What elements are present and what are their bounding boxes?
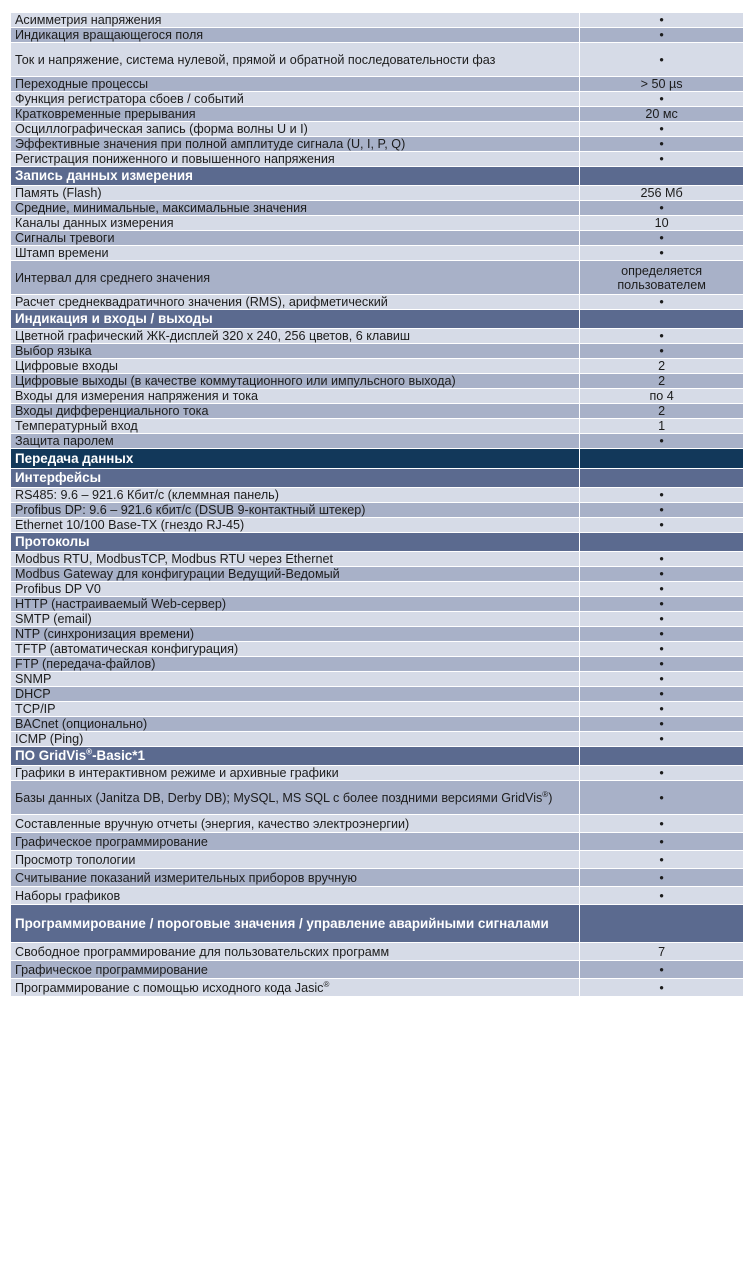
parameter-label: Средние, минимальные, максимальные значения xyxy=(11,201,579,215)
table-row xyxy=(11,765,743,780)
parameter-value: • xyxy=(580,201,743,215)
table-row xyxy=(11,716,743,731)
section-title: Протоколы xyxy=(11,533,579,551)
parameter-value xyxy=(580,469,743,487)
parameter-label: Кратковременные прерывания xyxy=(11,107,579,121)
parameter-value: • xyxy=(580,869,743,886)
table-row xyxy=(11,418,743,433)
parameter-value: 2 xyxy=(580,374,743,388)
parameter-label: TFTP (автоматическая конфигурация) xyxy=(11,642,579,656)
table-row xyxy=(11,960,743,978)
table-row xyxy=(11,230,743,245)
parameter-value: • xyxy=(580,28,743,42)
parameter-value: • xyxy=(580,732,743,746)
parameter-label: Память (Flash) xyxy=(11,186,579,200)
parameter-label: Просмотр топологии xyxy=(11,851,579,868)
parameter-label: Каналы данных измерения xyxy=(11,216,579,230)
parameter-value: • xyxy=(580,851,743,868)
parameter-value: определяется пользователем xyxy=(580,261,743,294)
parameter-label: Цифровые входы xyxy=(11,359,579,373)
table-row xyxy=(11,185,743,200)
parameter-value: • xyxy=(580,329,743,343)
parameter-label: Асимметрия напряжения xyxy=(11,13,579,27)
section-header-row xyxy=(11,309,743,328)
table-row xyxy=(11,832,743,850)
parameter-label: FTP (передача-файлов) xyxy=(11,657,579,671)
parameter-value xyxy=(580,167,743,185)
parameter-value: • xyxy=(580,246,743,260)
table-row xyxy=(11,868,743,886)
parameter-value xyxy=(580,533,743,551)
parameter-label: RS485: 9.6 – 921.6 Кбит/с (клеммная панель) xyxy=(11,488,579,502)
parameter-label: Температурный вход xyxy=(11,419,579,433)
parameter-label: Выбор языка xyxy=(11,344,579,358)
parameter-value: • xyxy=(580,582,743,596)
parameter-label: HTTP (настраиваемый Web-сервер) xyxy=(11,597,579,611)
parameter-label: Расчет среднеквадратичного значения (RMS), арифметический xyxy=(11,295,579,309)
table-row xyxy=(11,487,743,502)
section-title: Передача данных xyxy=(11,449,579,468)
parameter-value: 2 xyxy=(580,359,743,373)
parameter-value: • xyxy=(580,627,743,641)
table-row xyxy=(11,151,743,166)
parameter-value: • xyxy=(580,702,743,716)
parameter-value xyxy=(580,449,743,468)
table-row xyxy=(11,814,743,832)
parameter-value xyxy=(580,310,743,328)
parameter-value: • xyxy=(580,781,743,814)
table-row xyxy=(11,91,743,106)
parameter-label: Modbus RTU, ModbusTCP, Modbus RTU через Ethernet xyxy=(11,552,579,566)
table-row xyxy=(11,686,743,701)
section-header-row xyxy=(11,448,743,468)
parameter-value: • xyxy=(580,434,743,448)
table-row xyxy=(11,656,743,671)
parameter-label: Базы данных (Janitza DB, Derby DB); MySQL, MS SQL с более поздними версиями GridVis®) xyxy=(11,781,579,814)
parameter-label: Штамп времени xyxy=(11,246,579,260)
parameter-label: Входы дифференциального тока xyxy=(11,404,579,418)
section-title: ПО GridVis®-Basic*1 xyxy=(11,747,579,765)
table-row xyxy=(11,886,743,904)
table-row xyxy=(11,294,743,309)
parameter-value: • xyxy=(580,567,743,581)
section-title: Запись данных измерения xyxy=(11,167,579,185)
table-row xyxy=(11,517,743,532)
table-row xyxy=(11,942,743,960)
parameter-label: Свободное программирование для пользовательских программ xyxy=(11,943,579,960)
table-row xyxy=(11,200,743,215)
parameter-label: ICMP (Ping) xyxy=(11,732,579,746)
parameter-label: Графики в интерактивном режиме и архивные графики xyxy=(11,766,579,780)
parameter-value: 1 xyxy=(580,419,743,433)
parameter-value: • xyxy=(580,13,743,27)
parameter-value: • xyxy=(580,43,743,76)
table-row xyxy=(11,596,743,611)
parameter-value: 256 Мб xyxy=(580,186,743,200)
parameter-label: NTP (синхронизация времени) xyxy=(11,627,579,641)
parameter-value: • xyxy=(580,642,743,656)
table-row xyxy=(11,13,743,27)
parameter-value xyxy=(580,747,743,765)
table-row xyxy=(11,106,743,121)
table-row xyxy=(11,850,743,868)
parameter-label: Ток и напряжение, система нулевой, прямой и обратной последовательности фаз xyxy=(11,43,579,76)
parameter-label: DHCP xyxy=(11,687,579,701)
label-suffix: -Basic*1 xyxy=(92,748,145,763)
parameter-label: Modbus Gateway для конфигурации Ведущий-Ведомый xyxy=(11,567,579,581)
parameter-label: Защита паролем xyxy=(11,434,579,448)
parameter-value: • xyxy=(580,137,743,151)
label-suffix: ) xyxy=(548,790,553,805)
table-row xyxy=(11,42,743,76)
parameter-value: • xyxy=(580,766,743,780)
parameter-label: Profibus DP: 9.6 – 921.6 кбит/с (DSUB 9-контактный штекер) xyxy=(11,503,579,517)
parameter-value: • xyxy=(580,717,743,731)
parameter-label: Эффективные значения при полной амплитуде сигнала (U, I, P, Q) xyxy=(11,137,579,151)
table-row xyxy=(11,358,743,373)
parameter-value: • xyxy=(580,672,743,686)
parameter-value: 20 мс xyxy=(580,107,743,121)
parameter-value: • xyxy=(580,488,743,502)
section-header-row xyxy=(11,532,743,551)
table-row xyxy=(11,403,743,418)
parameter-value: • xyxy=(580,961,743,978)
parameter-label: Составленные вручную отчеты (энергия, качество электроэнергии) xyxy=(11,815,579,832)
parameter-value: • xyxy=(580,518,743,532)
section-header-row xyxy=(11,746,743,765)
parameter-value: > 50 µs xyxy=(580,77,743,91)
section-title: Интерфейсы xyxy=(11,469,579,487)
parameter-label: Регистрация пониженного и повышенного напряжения xyxy=(11,152,579,166)
parameter-value: • xyxy=(580,503,743,517)
parameter-label: Входы для измерения напряжения и тока xyxy=(11,389,579,403)
parameter-value: • xyxy=(580,295,743,309)
section-header-row xyxy=(11,166,743,185)
table-row xyxy=(11,433,743,448)
parameter-label: SNMP xyxy=(11,672,579,686)
parameter-value: • xyxy=(580,687,743,701)
table-row xyxy=(11,978,743,996)
parameter-value: • xyxy=(580,887,743,904)
parameter-value: по 4 xyxy=(580,389,743,403)
table-row xyxy=(11,701,743,716)
parameter-value: • xyxy=(580,92,743,106)
parameter-value: • xyxy=(580,344,743,358)
table-row xyxy=(11,27,743,42)
parameter-label: Осциллографическая запись (форма волны U и I) xyxy=(11,122,579,136)
parameter-value: • xyxy=(580,979,743,996)
registered-mark: ® xyxy=(86,747,93,757)
parameter-value: • xyxy=(580,152,743,166)
registered-mark: ® xyxy=(542,789,549,799)
table-row xyxy=(11,76,743,91)
table-row xyxy=(11,388,743,403)
table-row xyxy=(11,581,743,596)
parameter-value: 7 xyxy=(580,943,743,960)
parameter-label: Наборы графиков xyxy=(11,887,579,904)
parameter-label: TCP/IP xyxy=(11,702,579,716)
table-row xyxy=(11,328,743,343)
table-row xyxy=(11,343,743,358)
parameter-value: • xyxy=(580,597,743,611)
table-row xyxy=(11,260,743,294)
table-row xyxy=(11,551,743,566)
parameter-label: Графическое программирование xyxy=(11,961,579,978)
parameter-label: Считывание показаний измерительных приборов вручную xyxy=(11,869,579,886)
table-row xyxy=(11,245,743,260)
parameter-label: BACnet (опционально) xyxy=(11,717,579,731)
section-header-row xyxy=(11,468,743,487)
table-row xyxy=(11,731,743,746)
table-row xyxy=(11,671,743,686)
table-row xyxy=(11,121,743,136)
parameter-value: • xyxy=(580,833,743,850)
table-row xyxy=(11,566,743,581)
parameter-label: Profibus DP V0 xyxy=(11,582,579,596)
parameter-value xyxy=(580,905,743,942)
table-row xyxy=(11,215,743,230)
table-row xyxy=(11,780,743,814)
parameter-label: Цифровые выходы (в качестве коммутационного или импульсного выхода) xyxy=(11,374,579,388)
parameter-label: Цветной графический ЖК-дисплей 320 x 240, 256 цветов, 6 клавиш xyxy=(11,329,579,343)
table-row xyxy=(11,136,743,151)
parameter-label: Ethernet 10/100 Base-TX (гнездо RJ-45) xyxy=(11,518,579,532)
section-header-row xyxy=(11,904,743,942)
registered-mark: ® xyxy=(323,979,330,989)
parameter-label: Переходные процессы xyxy=(11,77,579,91)
parameter-value: 2 xyxy=(580,404,743,418)
parameter-label: SMTP (email) xyxy=(11,612,579,626)
parameter-label: Графическое программирование xyxy=(11,833,579,850)
table-row xyxy=(11,373,743,388)
parameter-value: • xyxy=(580,815,743,832)
table-row xyxy=(11,641,743,656)
table-row xyxy=(11,626,743,641)
table-row xyxy=(11,502,743,517)
parameter-value: • xyxy=(580,231,743,245)
section-title: Программирование / пороговые значения / управление аварийными сигналами xyxy=(11,905,579,942)
parameter-value: • xyxy=(580,122,743,136)
parameter-value: • xyxy=(580,552,743,566)
section-title: Индикация и входы / выходы xyxy=(11,310,579,328)
parameter-label: Интервал для среднего значения xyxy=(11,261,579,294)
parameter-label: Функция регистратора сбоев / событий xyxy=(11,92,579,106)
parameter-value: • xyxy=(580,612,743,626)
parameter-value: • xyxy=(580,657,743,671)
parameter-label: Программирование с помощью исходного кода Jasic® xyxy=(11,979,579,996)
parameter-label: Сигналы тревоги xyxy=(11,231,579,245)
spec-table xyxy=(11,13,743,996)
parameter-value: 10 xyxy=(580,216,743,230)
table-row xyxy=(11,611,743,626)
parameter-label: Индикация вращающегося поля xyxy=(11,28,579,42)
